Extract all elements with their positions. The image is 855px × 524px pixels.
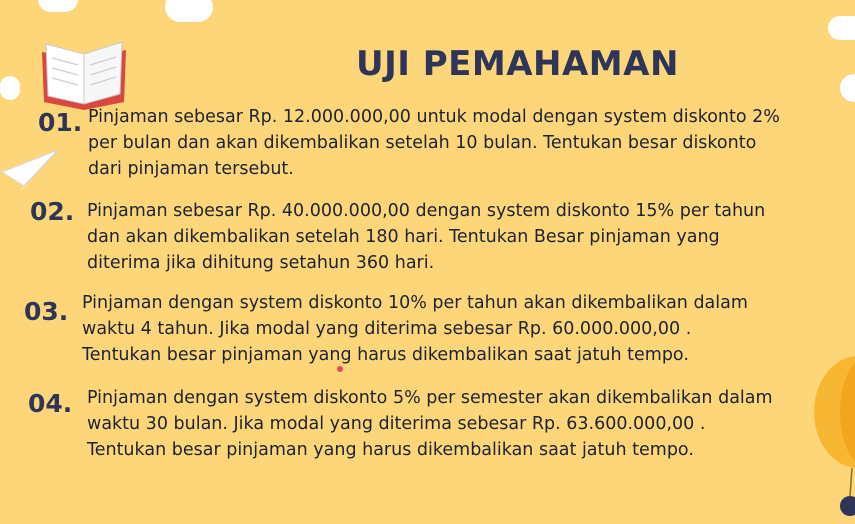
cloud-icon — [828, 16, 855, 40]
question-number: 01. — [38, 108, 83, 137]
question-text-line: Pinjaman dengan system diskonto 5% per semester akan dikembalikan dalam — [87, 388, 773, 408]
cloud-icon — [165, 0, 213, 22]
question-text-line: Pinjaman sebesar Rp. 12.000.000,00 untuk modal dengan system diskonto 2% — [88, 107, 780, 127]
question-number: 04. — [28, 389, 73, 418]
question-text-line: Tentukan besar pinjaman yang harus dikembalikan saat jatuh tempo. — [87, 440, 694, 460]
question-number: 02. — [30, 197, 75, 226]
book-icon — [38, 38, 130, 110]
question-number: 03. — [24, 297, 69, 326]
question-text-line: dari pinjaman tersebut. — [88, 159, 294, 179]
page-title: UJI PEMAHAMAN — [356, 44, 679, 84]
question-text-line: diterima jika dihitung setahun 360 hari. — [87, 253, 435, 273]
question-text-line: dan akan dikembalikan setelah 180 hari. Tentukan Besar pinjaman yang — [87, 227, 720, 247]
cloud-icon — [0, 76, 20, 100]
question-text-line: waktu 30 bulan. Jika modal yang diterima sebesar Rp. 63.600.000,00 . — [87, 414, 706, 434]
question-text-line: Tentukan besar pinjaman yang harus dikembalikan saat jatuh tempo. — [82, 345, 689, 365]
question-text-line: Pinjaman dengan system diskonto 10% per tahun akan dikembalikan dalam — [82, 293, 748, 313]
cloud-icon — [840, 74, 855, 102]
question-text-line: waktu 4 tahun. Jika modal yang diterima sebesar Rp. 60.000.000,00 . — [82, 319, 692, 339]
question-text-line: Pinjaman sebesar Rp. 40.000.000,00 dengan system diskonto 15% per tahun — [87, 201, 766, 221]
paper-plane-icon — [0, 146, 62, 194]
question-text-line: per bulan dan akan dikembalikan setelah 10 bulan. Tentukan besar diskonto — [88, 133, 757, 153]
cloud-icon — [38, 0, 78, 12]
balloon-icon — [806, 356, 855, 524]
cursor-dot — [337, 366, 343, 372]
